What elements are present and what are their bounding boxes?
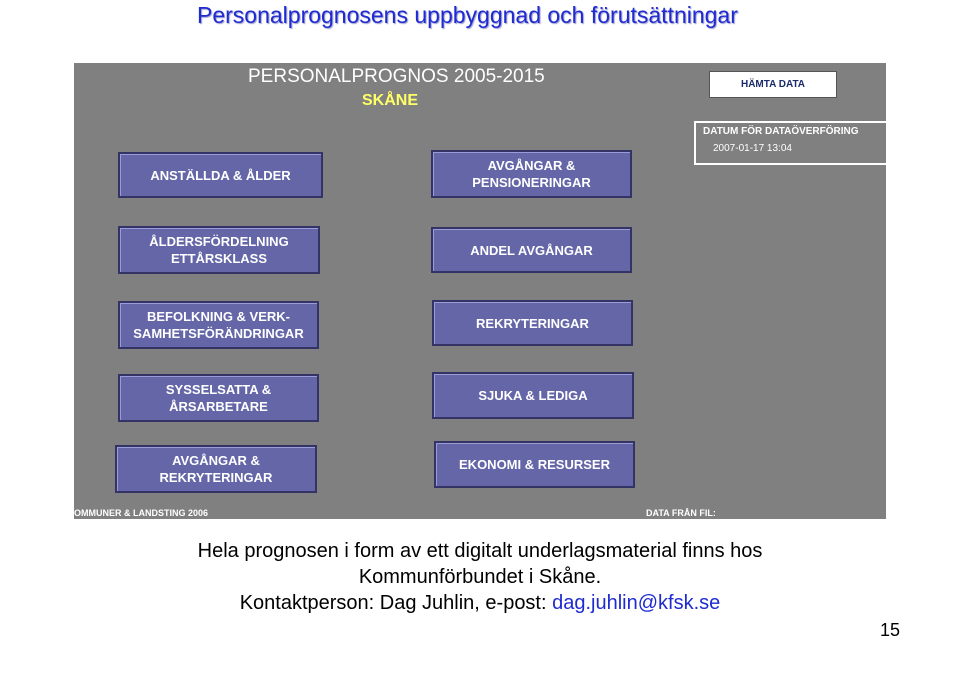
- sick-leave-button[interactable]: SJUKA & LEDIGA: [432, 372, 634, 419]
- footer-line-3: [0, 592, 960, 615]
- recruitments-button[interactable]: REKRYTERINGAR: [432, 300, 633, 346]
- employees-age-button[interactable]: ANSTÄLLDA & ÅLDER: [118, 152, 323, 198]
- date-label: DATUM FÖR DATAÖVERFÖRING: [703, 126, 859, 137]
- departure-share-button[interactable]: ANDEL AVGÅNGAR: [431, 227, 632, 273]
- contact-prefix: Kontaktperson: Dag Juhlin, e-post:: [239, 592, 553, 614]
- page-number: 15: [880, 620, 901, 640]
- fetch-data-button[interactable]: HÄMTA DATA: [709, 71, 837, 98]
- departures-pensions-button[interactable]: AVGÅNGAR & PENSIONERINGAR: [431, 150, 632, 198]
- prognosis-form: [74, 63, 886, 519]
- employed-fte-button[interactable]: SYSSELSATTA & ÅRSARBETARE: [118, 374, 319, 422]
- footer-line-2: Kommunförbundet i Skåne.: [358, 566, 602, 588]
- footer-line-1: Hela prognosen i form av ett digitalt underlagsmaterial finns hos: [197, 540, 763, 562]
- form-subtitle: SKÅNE: [362, 92, 419, 109]
- date-value: 2007-01-17 13:04: [713, 143, 792, 154]
- email-link[interactable]: dag.juhlin@kfsk.se: [552, 592, 721, 614]
- form-title: PERSONALPROGNOS 2005-2015: [248, 66, 545, 87]
- departures-recruitments-button[interactable]: AVGÅNGAR & REKRYTERINGAR: [115, 445, 317, 493]
- population-changes-button[interactable]: BEFOLKNING & VERK- SAMHETSFÖRÄNDRINGAR: [118, 301, 319, 349]
- copyright-label: OMMUNER & LANDSTING 2006: [74, 508, 209, 518]
- slide-title: Personalprognosens uppbyggnad och förutsättningar: [197, 2, 738, 28]
- economy-resources-button[interactable]: EKONOMI & RESURSER: [434, 441, 635, 488]
- age-distribution-button[interactable]: ÅLDERSFÖRDELNING ETTÅRSKLASS: [118, 226, 320, 274]
- data-from-file-label: DATA FRÅN FIL:: [646, 508, 716, 518]
